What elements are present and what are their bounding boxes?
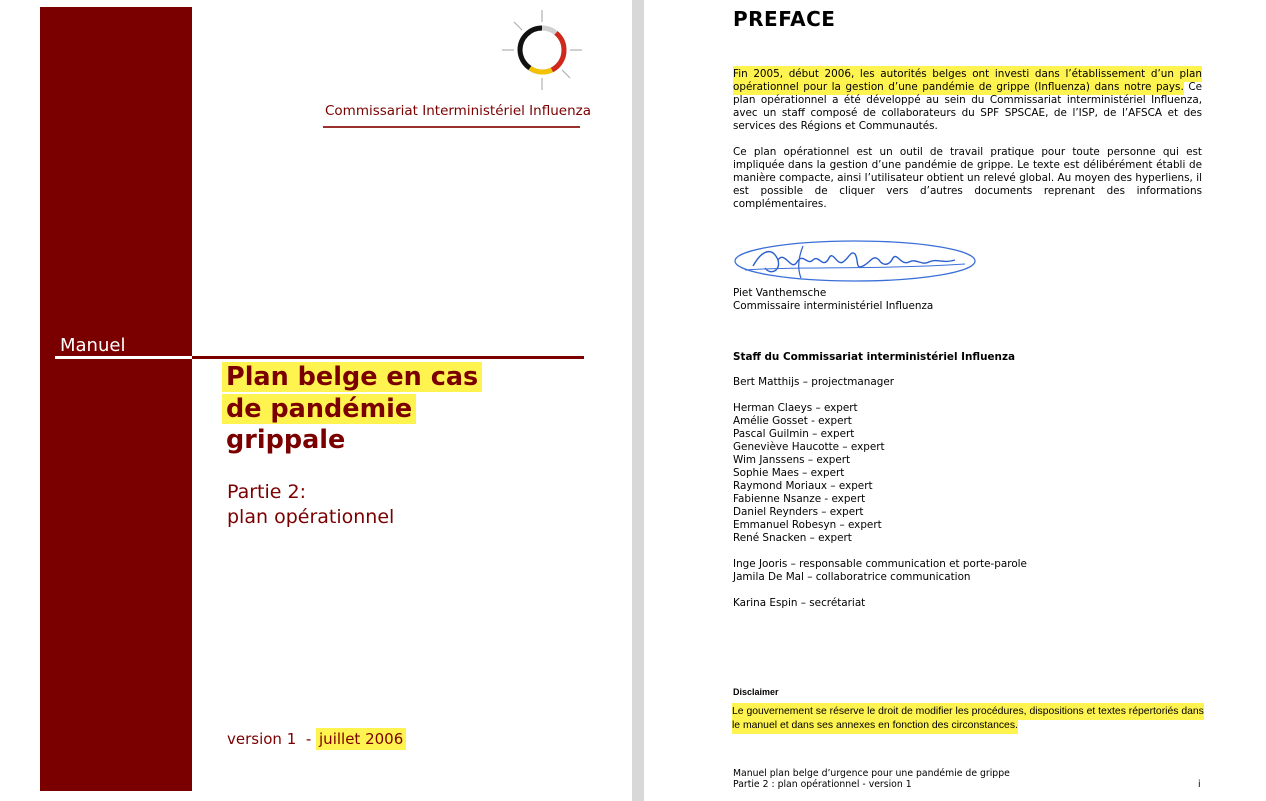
cover-side-band — [40, 7, 192, 791]
band-divider — [55, 356, 193, 359]
list-item: Fabienne Nsanze - expert — [733, 493, 866, 505]
organization-name: Commissariat Interministériel Influenza — [325, 103, 591, 119]
disclaimer-highlighted-text: Le gouvernement se réserve le droit de modifier les procédures, dispositions et textes répertoriés dans le manuel et dans ses annexes en fonction des circonstances. — [732, 703, 1204, 734]
manual-label: Manuel — [60, 335, 126, 356]
subtitle-line-2: plan opérationnel — [227, 505, 395, 528]
staff-secretariat: Karina Espin – secrétariat — [733, 597, 866, 609]
footer-line-1: Manuel plan belge d’urgence pour une pandémie de grippe — [733, 768, 1010, 779]
cover-page — [0, 0, 632, 801]
list-item: Sophie Maes – expert — [733, 467, 845, 479]
disclaimer-heading: Disclaimer — [733, 687, 779, 697]
document-subtitle — [227, 480, 394, 529]
list-item: Pascal Guilmin – expert — [733, 428, 855, 440]
preface-paragraph-1 — [733, 68, 1202, 133]
influenza-logo-icon — [500, 8, 584, 92]
list-item: Emmanuel Robesyn – expert — [733, 519, 882, 531]
title-line-3: grippale — [226, 425, 346, 455]
signer-role: Commissaire interministériel Influenza — [733, 300, 934, 312]
version-label: version 1 — [227, 730, 297, 748]
list-item: Geneviève Haucotte – expert — [733, 441, 885, 453]
staff-project-manager: Bert Matthijs – projectmanager — [733, 376, 894, 388]
footer-line-2: Partie 2 : plan opérationnel - version 1 — [733, 779, 912, 790]
document-title — [222, 362, 482, 457]
organization-divider — [323, 126, 580, 128]
list-item: Raymond Moriaux – expert — [733, 480, 873, 492]
list-item: Inge Jooris – responsable communication et porte-parole — [733, 558, 1027, 570]
preface-paragraph-2: Ce plan opérationnel est un outil de travail pratique pour toute personne qui est impliquée dans la gestion d’une pandémie de grippe. Le texte est délibérément établi de manière compacte, ainsi l’utilisateur obtient un relevé global. Au moyen des hyperliens, il est possible de cliquer vers d’autres documents reprenant des informations complémentaires. — [733, 146, 1202, 210]
version-date: juillet 2006 — [316, 728, 406, 750]
staff-experts-list — [733, 402, 1202, 545]
preface-page — [644, 0, 1266, 801]
page-number: i — [1198, 779, 1201, 790]
preface-paragraph-1-rest: Ce plan opérationnel a été développé au sein du Commissariat interministériel Influenza, avec un staff composé de collaborateurs du SPF SPSCAE, de l’ISP, de l’AFSCA et des services des Régions et Communautés. — [733, 81, 1202, 132]
list-item: Daniel Reynders – expert — [733, 506, 864, 518]
page-gutter — [632, 0, 644, 801]
preface-highlighted-text: Fin 2005, début 2006, les autorités belges ont investi dans l’établissement d’un plan opérationnel pour la gestion d’une pandémie de grippe (Influenza) dans notre pays. — [733, 68, 1202, 93]
list-item: René Snacken – expert — [733, 532, 852, 544]
signer-name: Piet Vanthemsche — [733, 287, 827, 299]
list-item: Herman Claeys – expert — [733, 402, 858, 414]
disclaimer-text — [732, 705, 1212, 732]
staff-communication-list — [733, 558, 1202, 584]
version-separator: - — [305, 730, 312, 748]
title-line-1: Plan belge en cas — [222, 362, 482, 392]
preface-title: PREFACE — [733, 7, 836, 31]
version-line — [227, 730, 406, 748]
list-item: Wim Janssens – expert — [733, 454, 851, 466]
title-divider — [192, 356, 584, 359]
title-line-2: de pandémie — [222, 394, 416, 424]
subtitle-line-1: Partie 2: — [227, 481, 307, 503]
list-item: Amélie Gosset - expert — [733, 415, 852, 427]
list-item: Jamila De Mal – collaboratrice communication — [733, 571, 971, 583]
staff-heading: Staff du Commissariat interministériel Influenza — [733, 351, 1016, 363]
signature-icon — [733, 236, 979, 284]
